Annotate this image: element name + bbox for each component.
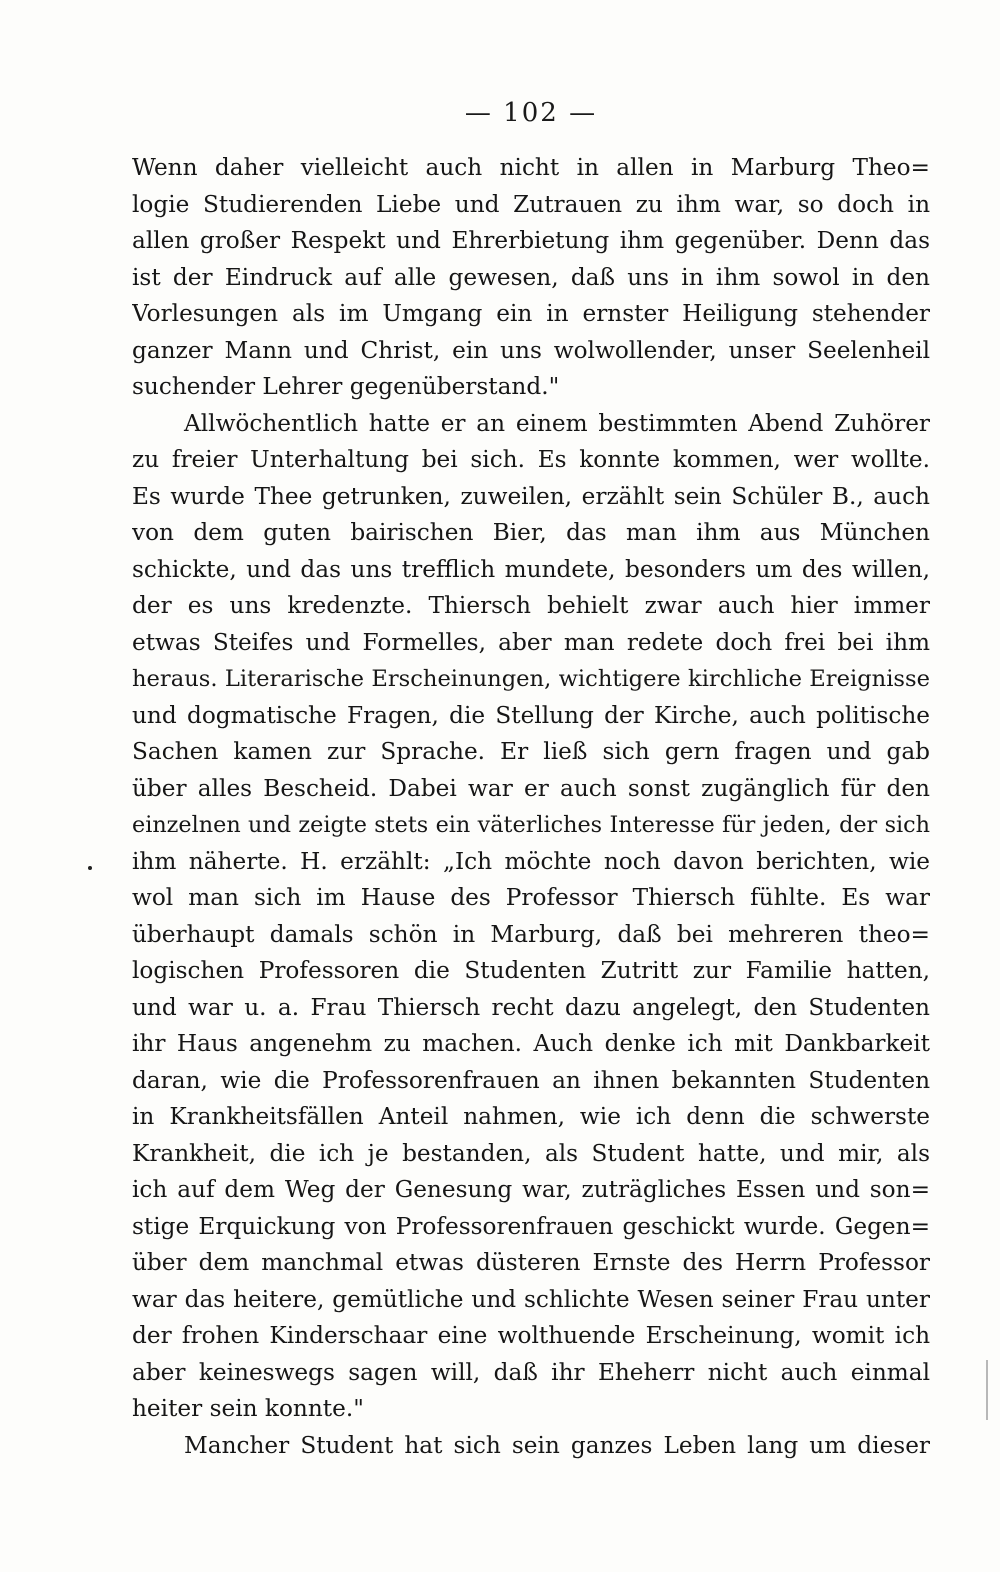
text-line: ihr Haus angenehm zu machen. Auch denke ich mit Dankbarkeit [132, 1030, 930, 1057]
text-line: suchender Lehrer gegenüberstand." [132, 373, 560, 400]
scan-edge-mark [986, 1360, 988, 1420]
text-line: logischen Professoren die Studenten Zutritt zur Familie hatten, [132, 957, 930, 984]
body-text [132, 150, 930, 1464]
text-line: Sachen kamen zur Sprache. Er ließ sich gern fragen und gab [132, 738, 930, 765]
text-line: Krankheit, die ich je bestanden, als Student hatte, und mir, als [132, 1139, 930, 1167]
text-line: logie Studierenden Liebe und Zutrauen zu ihm war, so doch in [132, 190, 930, 218]
text-line: ich auf dem Weg der Genesung war, zuträgliches Essen und son= [132, 1176, 930, 1203]
text-line: Es wurde Thee getrunken, zuweilen, erzählt sein Schüler B., auch [132, 482, 930, 510]
text-line: der frohen Kinderschaar eine wolthuende Erscheinung, womit ich [132, 1322, 930, 1349]
text-line: wol man sich im Hause des Professor Thiersch fühlte. Es war [132, 884, 930, 911]
text-line: Mancher Student hat sich sein ganzes Leben lang um dieser [184, 1431, 930, 1459]
text-line: ist der Eindruck auf alle gewesen, daß uns in ihm sowol in den [132, 263, 930, 291]
text-line: zu freier Unterhaltung bei sich. Es konnte kommen, wer wollte. [132, 446, 930, 473]
text-line: und war u. a. Frau Thiersch recht dazu angelegt, den Studenten [132, 993, 930, 1021]
text-line: Wenn daher vielleicht auch nicht in allen in Marburg Theo= [132, 154, 930, 181]
text-line: in Krankheitsfällen Anteil nahmen, wie ich denn die schwerste [132, 1103, 930, 1130]
text-line: über alles Bescheid. Dabei war er auch sonst zugänglich für den [132, 774, 930, 802]
text-line: von dem guten bairischen Bier, das man ihm aus München [132, 519, 930, 546]
text-line: überhaupt damals schön in Marburg, daß bei mehreren theo= [132, 920, 930, 948]
text-line: aber keineswegs sagen will, daß ihr Eheherr nicht auch einmal [132, 1358, 930, 1386]
text-line: einzelnen und zeigte stets ein väterliches Interesse für jeden, der sich [132, 812, 930, 838]
text-line: war das heitere, gemütliche und schlichte Wesen seiner Frau unter [132, 1285, 930, 1313]
text-line: schickte, und das uns trefflich mundete, besonders um des willen, [132, 555, 930, 583]
text-line: der es uns kredenzte. Thiersch behielt zwar auch hier immer [132, 592, 930, 619]
text-line: heiter sein konnte." [132, 1395, 364, 1422]
text-line: Vorlesungen als im Umgang ein in ernster Heiligung stehender [132, 300, 930, 327]
text-line: ihm näherte. H. erzählt: „Ich möchte noch davon berichten, wie [132, 847, 930, 875]
text-line: daran, wie die Professorenfrauen an ihnen bekannten Studenten [132, 1066, 930, 1094]
text-line: allen großer Respekt und Ehrerbietung ihm gegenüber. Denn das [132, 227, 930, 254]
text-line: über dem manchmal etwas düsteren Ernste des Herrn Professor [132, 1249, 930, 1276]
text-line: und dogmatische Fragen, die Stellung der Kirche, auch politische [132, 701, 930, 729]
ink-speck [88, 866, 92, 870]
text-line: stige Erquickung von Professorenfrauen geschickt wurde. Gegen= [132, 1212, 930, 1240]
page-number: — 102 — [464, 98, 598, 128]
text-line: Allwöchentlich hatte er an einem bestimmten Abend Zuhörer [184, 409, 930, 437]
text-line: ganzer Mann und Christ, ein uns wolwollender, unser Seelenheil [132, 336, 930, 364]
text-line: heraus. Literarische Erscheinungen, wichtigere kirchliche Ereignisse [132, 666, 930, 692]
text-line: etwas Steifes und Formelles, aber man redete doch frei bei ihm [132, 628, 930, 656]
